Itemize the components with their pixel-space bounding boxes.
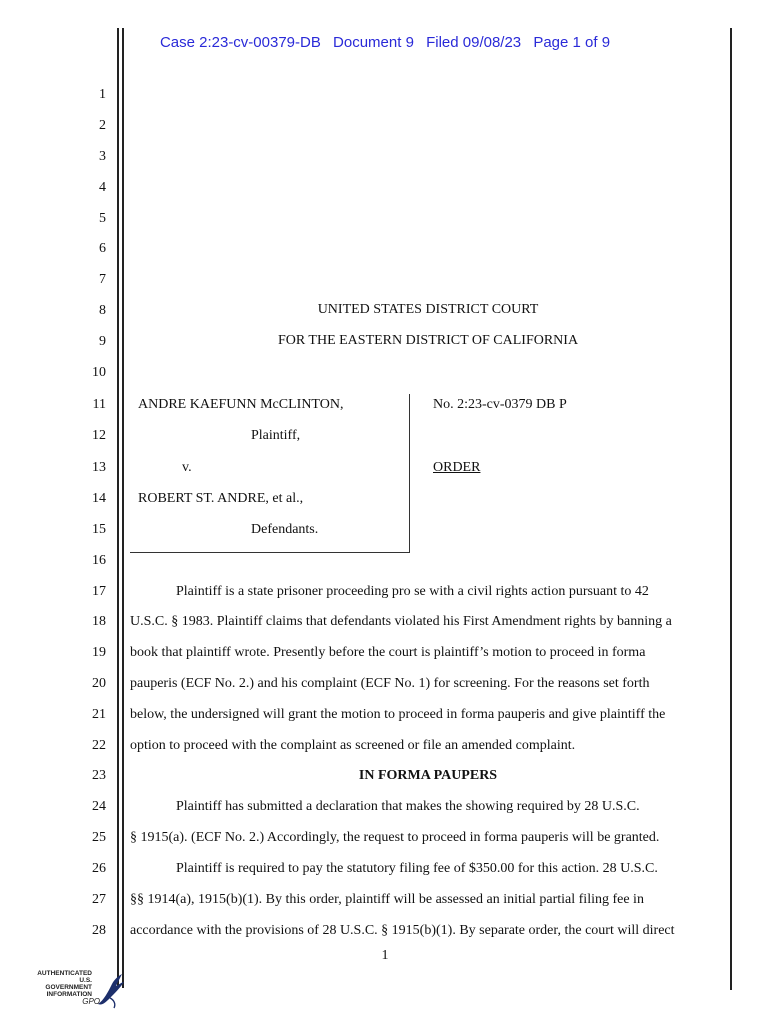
line-number: 27 — [92, 892, 106, 907]
case-number: No. 2:23-cv-0379 DB P — [433, 397, 567, 412]
line-number: 28 — [92, 923, 106, 938]
line-number: 10 — [92, 365, 106, 380]
line-number: 1 — [99, 87, 106, 102]
line-number: 4 — [99, 180, 106, 195]
line-number: 2 — [99, 118, 106, 133]
defendant-name: ROBERT ST. ANDRE, et al., — [138, 491, 304, 506]
page-number: 1 — [381, 948, 389, 963]
court-name: UNITED STATES DISTRICT COURT — [317, 302, 539, 317]
line-number: 14 — [92, 491, 106, 506]
plaintiff-role: Plaintiff, — [251, 428, 301, 443]
gpo-authentication-logo — [36, 970, 136, 1014]
line-number: 15 — [92, 522, 106, 537]
line-number: 23 — [92, 768, 106, 783]
line-number: 8 — [99, 303, 106, 318]
line-number: 25 — [92, 830, 106, 845]
body-line-21: below, the undersigned will grant the motion to proceed in forma pauperis and give plaintiff the — [130, 707, 666, 722]
left-margin-rule-outer — [117, 28, 119, 988]
line-number: 16 — [92, 553, 106, 568]
body-line-19: book that plaintiff wrote. Presently before the court is plaintiff’s motion to proceed in forma — [130, 645, 646, 660]
right-margin-rule — [730, 28, 732, 990]
left-margin-rule-inner — [122, 28, 124, 988]
line-number: 9 — [99, 334, 106, 349]
logo-text-line-3: INFORMATION — [46, 991, 92, 998]
document-number-stamp: Document 9 — [333, 34, 414, 51]
page-count-stamp: Page 1 of 9 — [533, 34, 611, 51]
logo-text-line-2: U.S. GOVERNMENT — [45, 977, 92, 991]
body-line-20: pauperis (ECF No. 2.) and his complaint (ECF No. 1) for screening. For the reasons set forth — [130, 676, 650, 691]
body-line-18: U.S.C. § 1983. Plaintiff claims that defendants violated his First Amendment rights by banning a — [130, 614, 672, 629]
case-number-stamp: Case 2:23-cv-00379-DB — [159, 34, 321, 51]
filing-stamp — [0, 34, 770, 51]
line-number: 22 — [92, 738, 106, 753]
line-number: 20 — [92, 676, 106, 691]
line-number: 11 — [92, 397, 106, 412]
filed-date-stamp: Filed 09/08/23 — [426, 34, 522, 51]
body-line-22: option to proceed with the complaint as screened or file an amended complaint. — [130, 738, 576, 753]
body-line-27: §§ 1914(a), 1915(b)(1). By this order, plaintiff will be assessed an initial partial filing fee in — [130, 892, 644, 907]
line-number: 24 — [92, 799, 106, 814]
court-district: FOR THE EASTERN DISTRICT OF CALIFORNIA — [277, 333, 579, 348]
caption-divider-horizontal — [130, 552, 410, 553]
defendant-role: Defendants. — [251, 522, 319, 537]
logo-text-line-1: AUTHENTICATED — [37, 970, 92, 977]
body-line-28: accordance with the provisions of 28 U.S.C. § 1915(b)(1). By separate order, the court will direct — [130, 923, 675, 938]
line-number: 12 — [92, 428, 106, 443]
versus: v. — [182, 460, 192, 475]
caption-divider-vertical — [409, 394, 410, 552]
body-line-24: Plaintiff has submitted a declaration that makes the showing required by 28 U.S.C. — [176, 799, 640, 814]
line-number: 5 — [99, 211, 106, 226]
line-number: 19 — [92, 645, 106, 660]
body-line-25: § 1915(a). (ECF No. 2.) Accordingly, the request to proceed in forma pauperis will be granted. — [130, 830, 660, 845]
plaintiff-name: ANDRE KAEFUNN McCLINTON, — [138, 397, 344, 412]
eagle-icon — [94, 970, 126, 1010]
line-number: 6 — [99, 241, 106, 256]
line-number: 18 — [92, 614, 106, 629]
line-number: 7 — [99, 272, 106, 287]
line-number: 3 — [99, 149, 106, 164]
line-number: 17 — [92, 584, 106, 599]
line-number: 21 — [92, 707, 106, 722]
logo-gpo-mark: GPO — [82, 997, 100, 1006]
body-line-26: Plaintiff is required to pay the statutory filing fee of $350.00 for this action. 28 U.S.C. — [176, 861, 658, 876]
line-number: 13 — [92, 460, 106, 475]
document-title: ORDER — [433, 460, 481, 475]
body-line-17: Plaintiff is a state prisoner proceeding pro se with a civil rights action pursuant to 42 — [176, 584, 649, 599]
section-heading: IN FORMA PAUPERS — [358, 768, 498, 783]
line-number: 26 — [92, 861, 106, 876]
